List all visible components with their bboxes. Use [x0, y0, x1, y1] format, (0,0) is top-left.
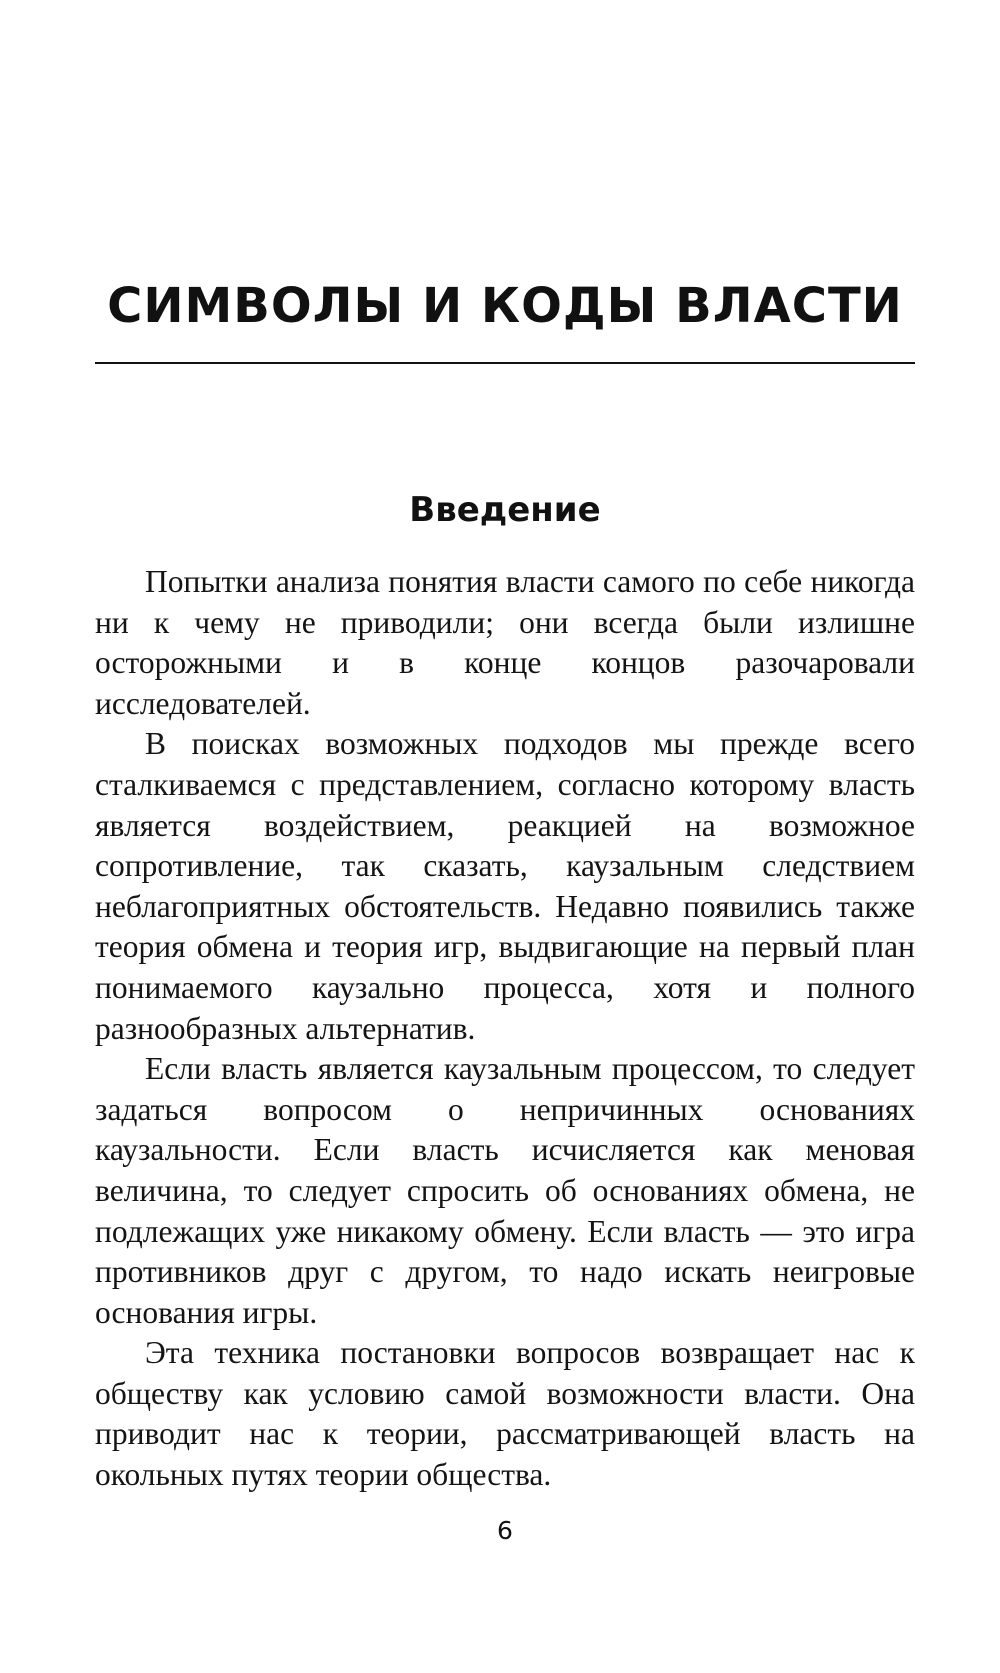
page-number: 6 — [497, 1516, 513, 1545]
paragraph-2: В поисках возможных подходов мы прежде всего сталкиваемся с представлением, согласно которому власть является воздействием, реакцией на возможное сопротивление, так сказать, каузальным следствием неблагоприятных обстоятельств. Недавно появились также теория обмена и теория игр, выдвигающие на первый план понимаемого каузально процесса, хотя и полного разнообразных альтернатив. — [95, 726, 915, 1046]
body-text — [95, 562, 915, 1496]
paragraph-3: Если власть является каузальным процессом, то следует задаться вопросом о непричинных основаниях каузальности. Если власть исчисляется как меновая величина, то следует спросить об основаниях обмена, не подлежащих уже никакому обмену. Если власть — это игра противников друг с другом, то надо искать неигровые основания игры. — [95, 1051, 915, 1330]
paragraph-4: Эта техника постановки вопросов возвращает нас к обществу как условию самой возможности власти. Она приводит нас к теории, рассматривающей власть на окольных путях теории общества. — [95, 1335, 915, 1493]
section-heading: Введение — [409, 490, 601, 530]
paragraph-1: Попытки анализа понятия власти самого по себе никогда ни к чему не приводили; они всегда были излишне осторожными и в конце концов разочаровали исследователей. — [95, 564, 915, 721]
chapter-title: СИМВОЛЫ И КОДЫ ВЛАСТИ — [107, 278, 903, 334]
title-divider — [95, 362, 915, 364]
